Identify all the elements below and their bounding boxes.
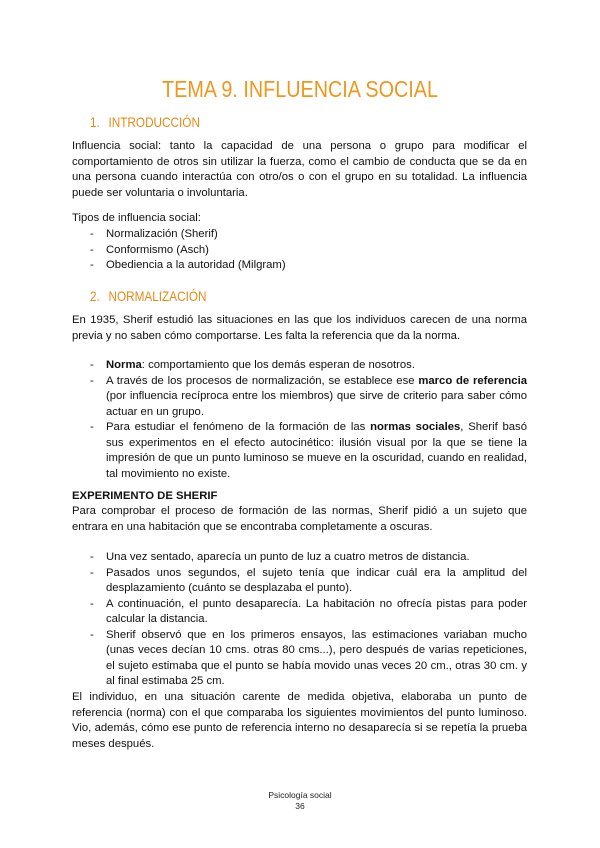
normalizacion-paragraph: En 1935, Sherif estudió las situaciones en las que los individuos carecen de una norma previa y no saben cómo comportarse. Les falta la referencia que da la norma. <box>72 314 527 342</box>
footer-subject: Psicología social <box>268 790 332 800</box>
types-list <box>72 227 527 274</box>
list-item: - Norma: comportamiento que los demás esperan de nosotros. <box>90 359 415 371</box>
intro-paragraph: Influencia social: tanto la capacidad de una persona o grupo para modificar el comportamiento de otros sin utilizar la fuerza, como el cambio de conducta que se da en una persona cuando interactúa con otro/os o con el grupo en su totalidad. La influencia puede ser voluntaria o involuntaria. <box>72 140 527 199</box>
list-item: - Pasados unos segundos, el sujeto tenía que indicar cuál era la amplitud del desplazamiento (cuánto se desplazaba el punto). <box>90 566 527 594</box>
experiment-heading: EXPERIMENTO DE SHERIF <box>72 490 218 502</box>
experiment-intro: Para comprobar el proceso de formación de las normas, Sherif pidió a un sujeto que entrara en una habitación que se encontraba completamente a oscuras. <box>72 505 527 533</box>
section-heading-normalizacion <box>90 288 206 304</box>
section-number: 2. <box>90 288 100 304</box>
page-footer <box>0 790 600 812</box>
list-item: - Sherif observó que en los primeros ensayos, las estimaciones variaban mucho (unas veces decían 10 cms. otras 80 cms...), pero después de varias repeticiones, el sujeto estimaba que el punto se había movido unas veces 20 cm., otras 30 cm. y al final estimaba 25 cm. <box>90 628 527 687</box>
list-item: - A través de los procesos de normalización, se establece ese marco de referencia (por influencia recíproca entre los miembros) que sirve de criterio para saber cómo actuar en un grupo. <box>90 374 527 418</box>
page-title: TEMA 9. INFLUENCIA SOCIAL <box>162 76 438 102</box>
list-item: - A continuación, el punto desaparecía. La habitación no ofrecía pistas para poder calcular la distancia. <box>90 597 527 625</box>
section-title: INTRODUCCIÓN <box>108 114 200 130</box>
normalizacion-list <box>72 358 527 482</box>
section-number: 1. <box>90 114 100 130</box>
list-item: - Normalización (Sherif) <box>90 228 218 240</box>
experiment-steps <box>72 550 527 690</box>
section-title: NORMALIZACIÓN <box>108 288 207 304</box>
list-item: - Una vez sentado, aparecía un punto de luz a cuatro metros de distancia. <box>90 551 470 563</box>
conclusion-paragraph: El individuo, en una situación carente de medida objetiva, elaboraba un punto de referencia (norma) con el que comparaba los siguientes movimientos del punto luminoso. Vio, además, cómo ese punto de referencia interno no desaparecía si se repetía la prueba meses después. <box>72 691 527 750</box>
page-number: 36 <box>295 801 305 811</box>
section-heading-introduccion <box>90 114 200 130</box>
list-item: - Obediencia a la autoridad (Milgram) <box>90 259 286 271</box>
list-item: - Conformismo (Asch) <box>90 243 209 256</box>
list-item: - Para estudiar el fenómeno de la formación de las normas sociales, Sherif basó sus experimentos en el efecto autocinético: ilusión visual por la que se tiene la impresión de que un punto luminoso se mueve en la oscuridad, cuando en realidad, tal movimiento no existe. <box>90 421 527 480</box>
types-label: Tipos de influencia social: <box>72 212 201 224</box>
